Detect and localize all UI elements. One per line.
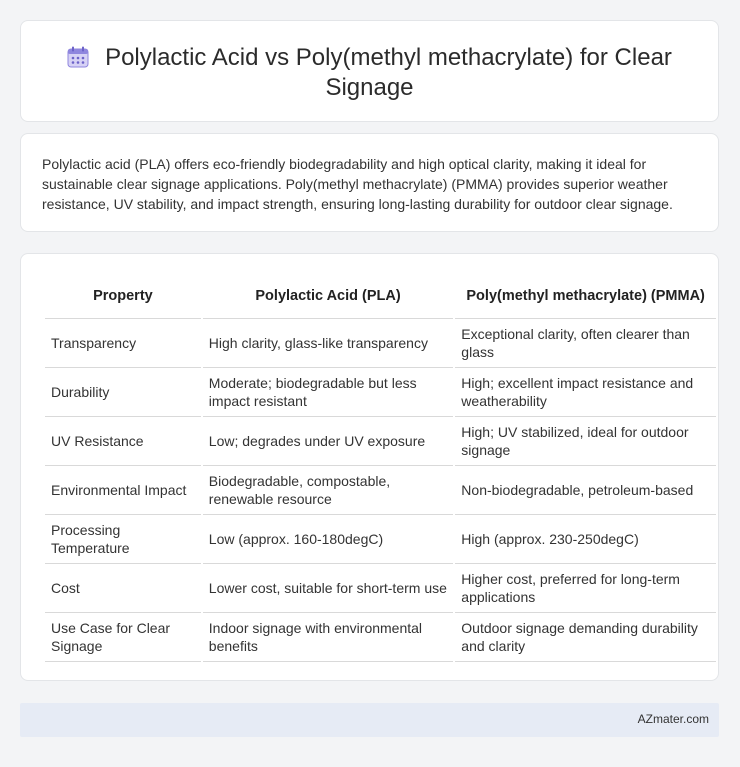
table-row [45,368,716,417]
page-header [21,43,718,103]
pla-cell: Moderate; biodegradable but less impact resistant [203,368,454,417]
footer-brand-link[interactable]: AZmater.com [637,712,709,726]
pla-cell: Lower cost, suitable for short-term use [203,564,454,613]
pmma-cell: Higher cost, preferred for long-term applications [455,564,716,613]
header-pmma: Poly(methyl methacrylate) (PMMA) [455,274,716,319]
pmma-cell: High (approx. 230-250degC) [455,515,716,564]
table-row [45,417,716,466]
pla-cell: High clarity, glass-like transparency [203,319,454,368]
pla-cell: Indoor signage with environmental benefits [203,613,454,662]
pmma-cell: High; excellent impact resistance and weatherability [455,368,716,417]
pmma-cell: Non-biodegradable, petroleum-based [455,466,716,515]
pla-cell: Biodegradable, compostable, renewable resource [203,466,454,515]
calendar-icon [67,46,89,68]
property-cell: Cost [45,564,201,613]
footer-bar [20,703,719,737]
header-pla: Polylactic Acid (PLA) [203,274,454,319]
table-header-row [45,274,716,319]
intro-card [20,133,719,232]
table-row [45,613,716,662]
pla-cell: Low (approx. 160-180degC) [203,515,454,564]
property-cell: Use Case for Clear Signage [45,613,201,662]
comparison-card [20,253,719,681]
pmma-cell: Exceptional clarity, often clearer than glass [455,319,716,368]
table-row [45,319,716,368]
intro-paragraph: Polylactic acid (PLA) offers eco-friendly biodegradability and high optical clarity, making it ideal for sustainable clear signage applications. Poly(methyl methacrylate) (PMMA) provides superior weather resistance, UV stability, and impact strength, ensuring long-lasting durability for outdoor clear signage. [42,156,673,212]
table-row [45,515,716,564]
table-row [45,466,716,515]
property-cell: UV Resistance [45,417,201,466]
pmma-cell: Outdoor signage demanding durability and clarity [455,613,716,662]
table-row [45,564,716,613]
property-cell: Transparency [45,319,201,368]
pmma-cell: High; UV stabilized, ideal for outdoor signage [455,417,716,466]
title-card [20,20,719,122]
property-cell: Processing Temperature [45,515,201,564]
property-cell: Environmental Impact [45,466,201,515]
property-cell: Durability [45,368,201,417]
comparison-table [43,274,718,662]
pla-cell: Low; degrades under UV exposure [203,417,454,466]
header-property: Property [45,274,201,319]
page-title: Polylactic Acid vs Poly(methyl methacrylate) for Clear Signage [105,44,672,101]
